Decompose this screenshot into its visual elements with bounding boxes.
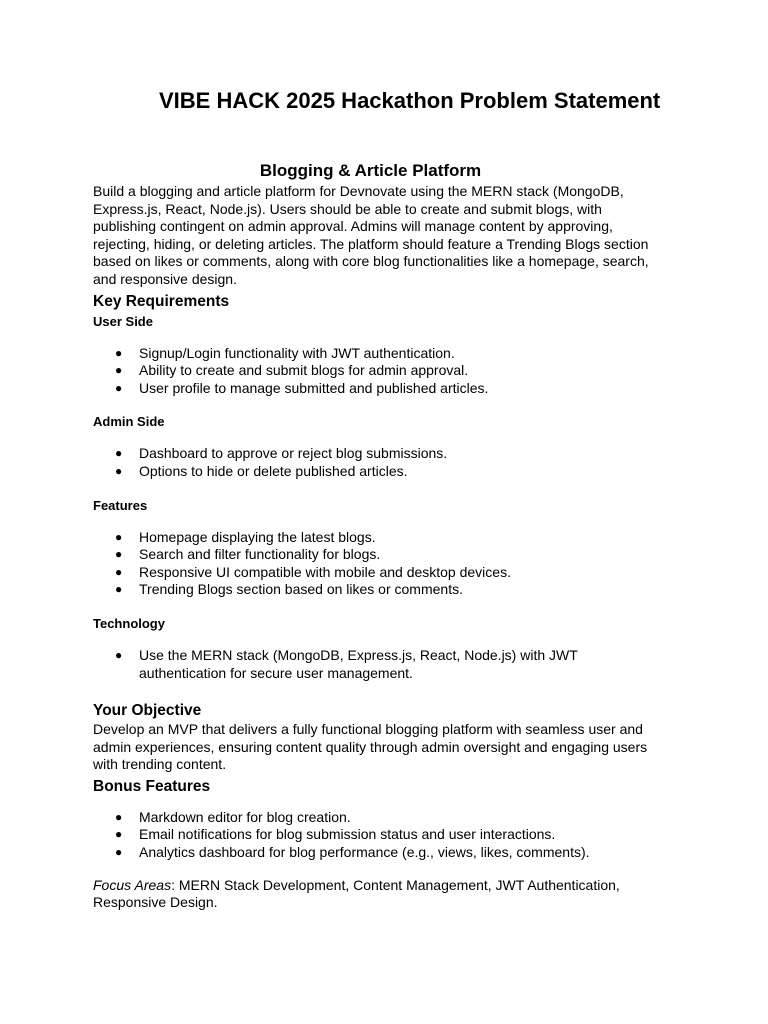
document-body [93, 183, 663, 912]
bullet-icon: ● [115, 647, 123, 662]
technology-heading: Technology [93, 615, 165, 631]
user-side-list [93, 345, 663, 398]
admin-side-heading: Admin Side [93, 414, 165, 430]
list-item-text: Markdown editor for blog creation. [139, 808, 351, 825]
list-item-text: Analytics dashboard for blog performance (e.g., views, likes, comments). [139, 844, 590, 861]
bonus-list [93, 809, 663, 862]
list-item [93, 647, 663, 682]
list-item-text: Signup/Login functionality with JWT authentication. [139, 344, 455, 361]
technology-list [93, 647, 663, 682]
list-item-text: Use the MERN stack (MongoDB, Express.js, React, Node.js) with JWT authentication for secure user management. [139, 646, 578, 681]
list-item-text: User profile to manage submitted and published articles. [139, 379, 489, 396]
focus-areas-label: Focus Areas [93, 876, 172, 893]
list-item [93, 445, 663, 463]
list-item-text: Ability to create and submit blogs for admin approval. [139, 362, 469, 379]
list-item [93, 809, 663, 827]
bullet-icon: ● [115, 827, 123, 842]
bullet-icon: ● [115, 380, 123, 395]
document-title: VIBE HACK 2025 Hackathon Problem Statement [159, 88, 661, 113]
intro-paragraph: Build a blogging and article platform for Devnovate using the MERN stack (MongoDB, Express.js, React, Node.js). Users should be able to create and submit blogs, with publishing contingent on admin approval. Admins will manage content by approving, rejecting, hiding, or deleting articles. The platform should feature a Trending Blogs section based on likes or comments, along with core blog functionalities like a homepage, search, and responsive design. [93, 183, 649, 287]
section-title: Blogging & Article Platform [259, 161, 482, 180]
list-item [93, 380, 663, 398]
list-item [93, 463, 663, 481]
bullet-icon: ● [115, 529, 123, 544]
list-item-text: Trending Blogs section based on likes or comments. [139, 581, 463, 598]
bullet-icon: ● [115, 564, 123, 579]
list-item-text: Homepage displaying the latest blogs. [139, 528, 376, 545]
bullet-icon: ● [115, 547, 123, 562]
features-list [93, 529, 663, 599]
admin-side-list [93, 445, 663, 480]
objective-heading: Your Objective [93, 702, 202, 720]
list-item [93, 362, 663, 380]
focus-areas-paragraph [93, 877, 663, 912]
bullet-icon: ● [115, 446, 123, 461]
list-item-text: Options to hide or delete published articles. [139, 462, 408, 479]
list-item [93, 529, 663, 547]
bullet-icon: ● [115, 463, 123, 478]
list-item [93, 345, 663, 363]
list-item [93, 844, 663, 862]
list-item [93, 546, 663, 564]
bullet-icon: ● [115, 582, 123, 597]
list-item [93, 581, 663, 599]
bullet-icon: ● [115, 345, 123, 360]
list-item [93, 564, 663, 582]
features-heading: Features [93, 497, 148, 513]
bonus-heading: Bonus Features [93, 777, 211, 795]
key-requirements-heading: Key Requirements [93, 292, 230, 310]
user-side-heading: User Side [93, 313, 153, 329]
bullet-icon: ● [115, 845, 123, 860]
list-item-text: Search and filter functionality for blogs. [139, 546, 381, 563]
list-item-text: Dashboard to approve or reject blog submissions. [139, 445, 448, 462]
bullet-icon: ● [115, 363, 123, 378]
list-item-text: Email notifications for blog submission status and user interactions. [139, 826, 556, 843]
focus-areas-text: : MERN Stack Development, Content Management, JWT Authentication, Responsive Design. [93, 876, 620, 911]
objective-paragraph: Develop an MVP that delivers a fully functional blogging platform with seamless user and admin experiences, ensuring content quality through admin oversight and engaging users with trending content. [93, 721, 648, 773]
bullet-icon: ● [115, 809, 123, 824]
list-item-text: Responsive UI compatible with mobile and desktop devices. [139, 563, 511, 580]
list-item [93, 826, 663, 844]
